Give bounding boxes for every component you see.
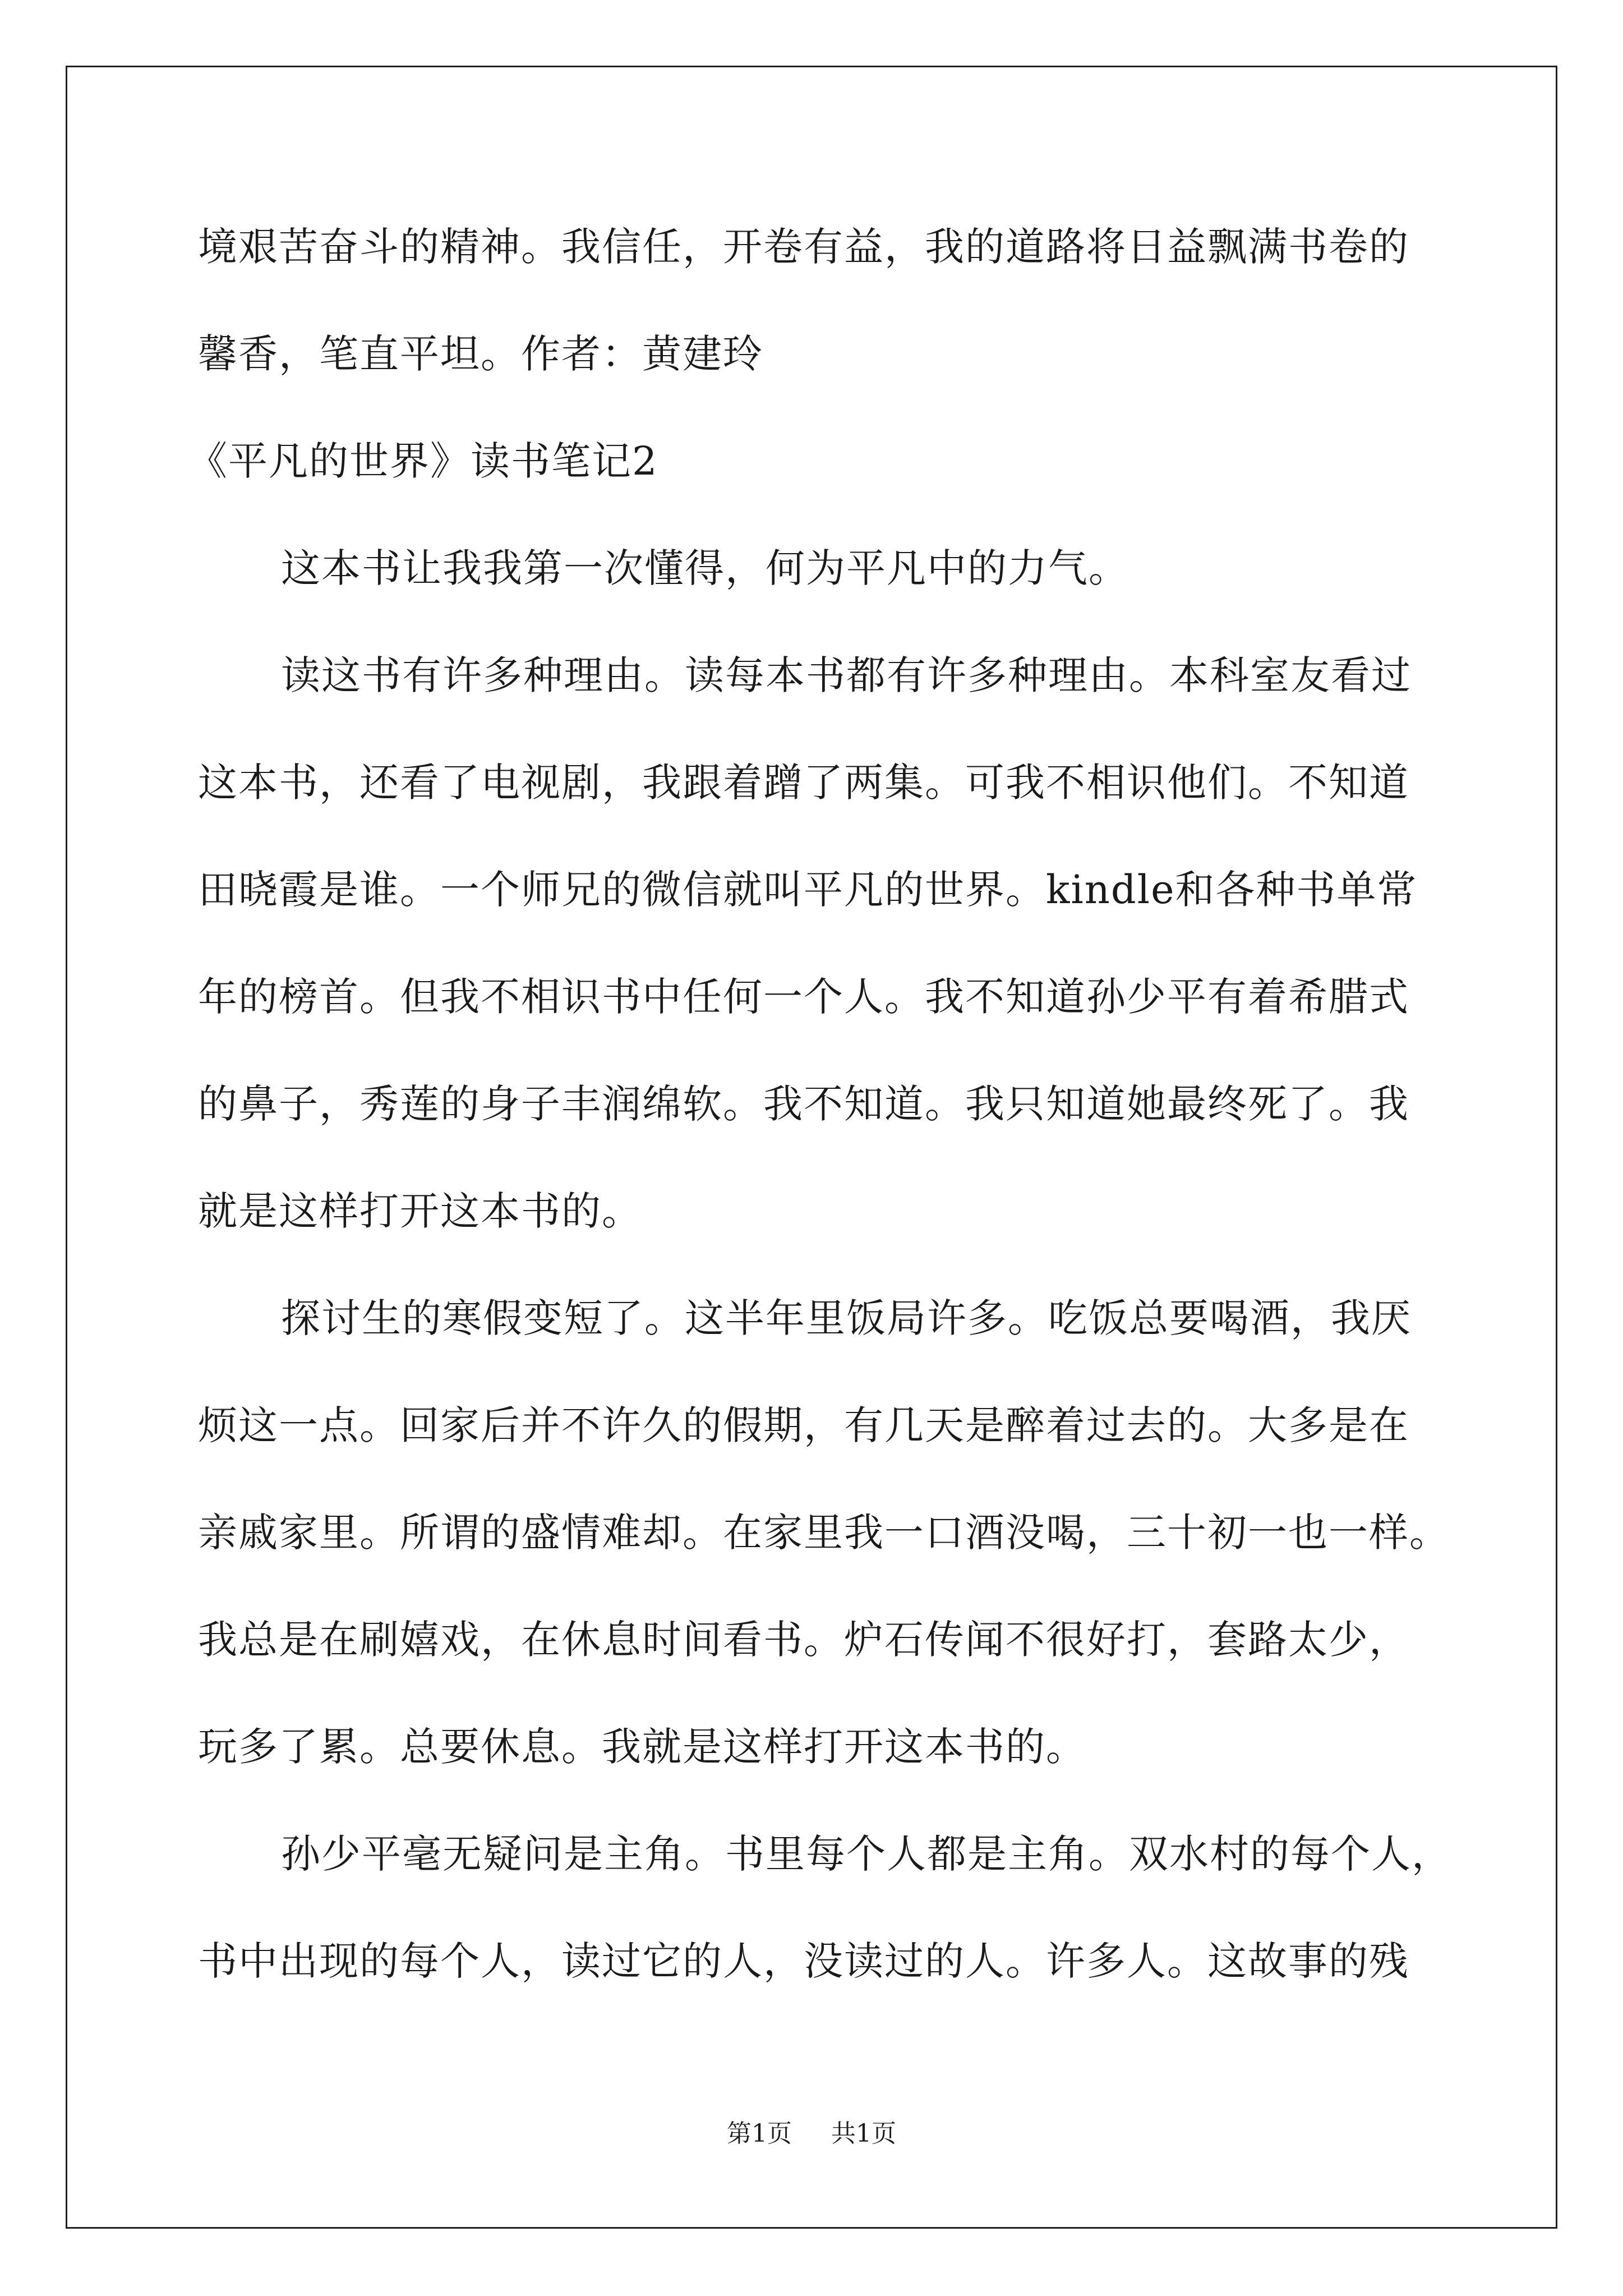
paragraph-line: 探讨生的寒假变短了。这半年里饭局许多。吃饭总要喝酒，我厌 [281,1295,1412,1341]
page-total: 共1页 [831,2119,896,2148]
paragraph-line: 境艰苦奋斗的精神。我信任，开卷有益，我的道路将日益飘满书卷的 [198,224,1409,270]
paragraph-line: 孙少平毫无疑问是主角。书里每个人都是主角。双水村的每个人， [281,1831,1452,1877]
paragraph-line: 这本书，还看了电视剧，我跟着蹭了两集。可我不相识他们。不知道 [198,760,1409,806]
paragraph-line: 这本书让我我第一次懂得，何为平凡中的力气。 [281,545,1129,591]
page-number: 第1页 [727,2119,792,2148]
page-footer [0,2117,1623,2151]
document-body [188,194,1488,2015]
paragraph-line: 书中出现的每个人，读过它的人，没读过的人。许多人。这故事的残 [198,1938,1409,1984]
paragraph-line: 读这书有许多种理由。读每本书都有许多种理由。本科室友看过 [281,652,1412,698]
paragraph-line: 馨香，笔直平坦。作者：黄建玲 [198,331,763,377]
paragraph-line: 就是这样打开这本书的。 [198,1188,642,1234]
paragraph-line: 的鼻子，秀莲的身子丰润绵软。我不知道。我只知道她最终死了。我 [198,1081,1409,1127]
paragraph-line: 我总是在刷嬉戏，在休息时间看书。炉石传闻不很好打，套路太少， [198,1617,1409,1663]
paragraph-line: 年的榜首。但我不相识书中任何一个人。我不知道孙少平有着希腊式 [198,974,1409,1020]
paragraph-line: 玩多了累。总要休息。我就是这样打开这本书的。 [198,1724,1086,1770]
paragraph-line: 烦这一点。回家后并不许久的假期，有几天是醉着过去的。大多是在 [198,1402,1409,1448]
paragraph-line: 田晓霞是谁。一个师兄的微信就叫平凡的世界。kindle和各种书单常 [198,867,1418,913]
section-heading: 《平凡的世界》读书笔记2 [188,438,658,484]
paragraph-line: 亲戚家里。所谓的盛情难却。在家里我一口酒没喝，三十初一也一样。 [198,1510,1450,1556]
